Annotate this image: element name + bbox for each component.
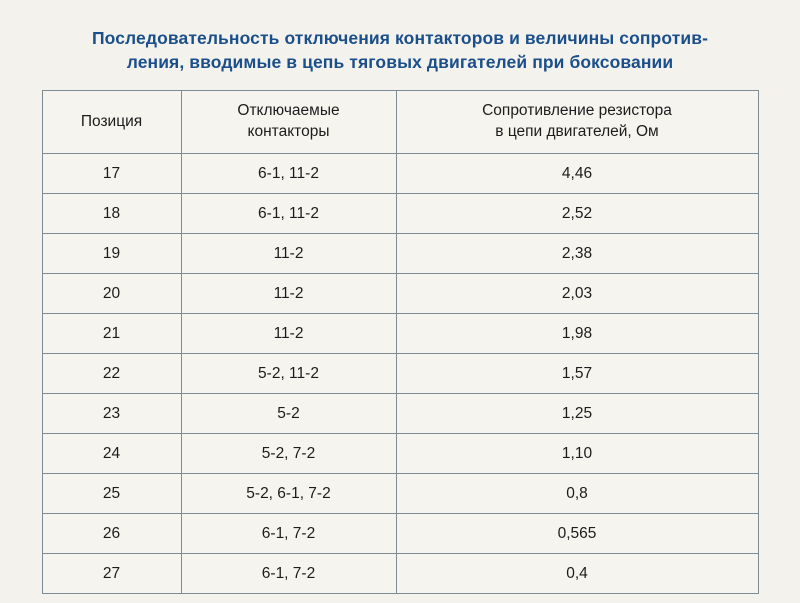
table-row bbox=[42, 394, 758, 434]
cell-position: 26 bbox=[42, 514, 181, 554]
cell-contactors: 6-1, 7-2 bbox=[181, 514, 396, 554]
table-row bbox=[42, 154, 758, 194]
cell-resistance: 1,25 bbox=[396, 394, 758, 434]
cell-position: 19 bbox=[42, 234, 181, 274]
cell-resistance: 0,8 bbox=[396, 474, 758, 514]
contactor-sequence-table bbox=[42, 90, 759, 594]
cell-resistance: 1,10 bbox=[396, 434, 758, 474]
column-header-position bbox=[42, 91, 181, 154]
column-header-contactors-line-1: Отключаемые bbox=[237, 102, 340, 120]
cell-position: 18 bbox=[42, 194, 181, 234]
table-row bbox=[42, 554, 758, 594]
column-header-contactors-line-2: контакторы bbox=[247, 123, 330, 141]
cell-contactors: 5-2, 7-2 bbox=[181, 434, 396, 474]
cell-position: 22 bbox=[42, 354, 181, 394]
column-header-resistance-line-1: Сопротивление резистора bbox=[482, 102, 672, 120]
table-row bbox=[42, 194, 758, 234]
cell-resistance: 1,57 bbox=[396, 354, 758, 394]
cell-position: 20 bbox=[42, 274, 181, 314]
cell-contactors: 6-1, 11-2 bbox=[181, 154, 396, 194]
cell-resistance: 4,46 bbox=[396, 154, 758, 194]
cell-position: 17 bbox=[42, 154, 181, 194]
table-header bbox=[42, 91, 758, 154]
cell-contactors: 11-2 bbox=[181, 274, 396, 314]
cell-resistance: 1,98 bbox=[396, 314, 758, 354]
cell-contactors: 11-2 bbox=[181, 234, 396, 274]
cell-contactors: 6-1, 7-2 bbox=[181, 554, 396, 594]
column-header-resistance-line-2: в цепи двигателей, Ом bbox=[495, 123, 659, 141]
cell-contactors: 5-2 bbox=[181, 394, 396, 434]
table-row bbox=[42, 314, 758, 354]
column-header-position-line-1: Позиция bbox=[80, 112, 143, 130]
table-row bbox=[42, 434, 758, 474]
table-row bbox=[42, 474, 758, 514]
table-header-row bbox=[42, 91, 758, 154]
column-header-contactors bbox=[181, 91, 396, 154]
cell-position: 25 bbox=[42, 474, 181, 514]
cell-position: 24 bbox=[42, 434, 181, 474]
table-row bbox=[42, 514, 758, 554]
table-body bbox=[42, 154, 758, 594]
cell-position: 21 bbox=[42, 314, 181, 354]
page-title bbox=[50, 26, 750, 74]
cell-contactors: 5-2, 11-2 bbox=[181, 354, 396, 394]
cell-position: 27 bbox=[42, 554, 181, 594]
column-header-resistance bbox=[396, 91, 758, 154]
cell-resistance: 2,38 bbox=[396, 234, 758, 274]
page-title-line-2: ления, вводимые в цепь тяговых двигателей при боксовании bbox=[126, 52, 674, 73]
cell-resistance: 2,52 bbox=[396, 194, 758, 234]
cell-position: 23 bbox=[42, 394, 181, 434]
cell-contactors: 6-1, 11-2 bbox=[181, 194, 396, 234]
cell-resistance: 2,03 bbox=[396, 274, 758, 314]
page-title-line-1: Последовательность отключения контакторов и величины сопротив- bbox=[91, 28, 709, 48]
cell-resistance: 0,565 bbox=[396, 514, 758, 554]
cell-contactors: 5-2, 6-1, 7-2 bbox=[181, 474, 396, 514]
table-row bbox=[42, 354, 758, 394]
cell-contactors: 11-2 bbox=[181, 314, 396, 354]
table-row bbox=[42, 274, 758, 314]
cell-resistance: 0,4 bbox=[396, 554, 758, 594]
table-row bbox=[42, 234, 758, 274]
